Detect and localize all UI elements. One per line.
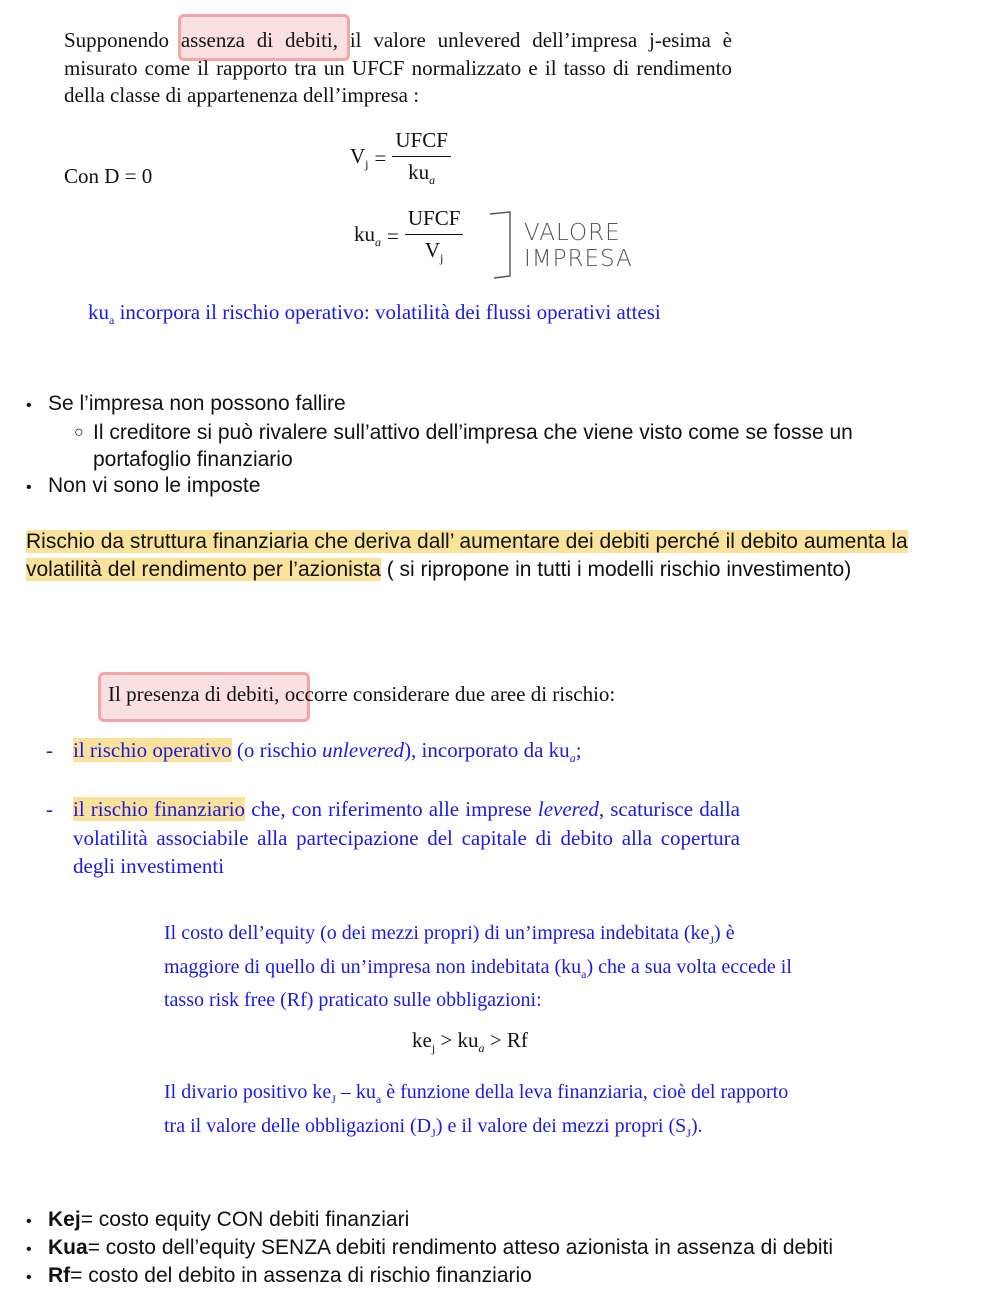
formula2-denominator: $V_j$: [424, 238, 444, 266]
handwritten-line-1: VALORE: [524, 220, 621, 246]
formula-vj: [350, 128, 451, 188]
inequality-formula: $ke_j > ku_a > Rf$: [412, 1028, 528, 1056]
formula1-fraction: [392, 128, 451, 188]
definition-kua: • Kua= costo dell’equity SENZA debiti rendimento atteso azionista in assenza di debiti: [26, 1236, 834, 1259]
intro-paragraph: [64, 27, 732, 110]
bullet: •: [26, 397, 32, 414]
equity-paragraph: Il costo dell’equity (o dei mezzi propri) di un’impresa indebitata $(ke_J)$ è maggiore di quello di un’impresa non indebitata $(ku_a)$ che a sua volta eccede il tasso risk free (Rf) praticato sulle obbligazioni:: [164, 922, 792, 1011]
risk-list-item-2: - il rischio finanziario che, con riferimento alle imprese levered, scaturisce dalla volatilità associabile alla partecipazione del capitale di debito alla copertura degli investimenti: [46, 797, 741, 878]
handwritten-line-2: IMPRESA: [524, 246, 633, 272]
formula2-lhs: $ku_a$: [354, 222, 381, 250]
assumption-item-2: • Non vi sono le imposte: [26, 474, 261, 497]
con-d-label: Con D = 0: [64, 164, 153, 188]
risk-rest: ( si ripropone in tutti i modelli rischio investimento): [380, 558, 852, 581]
bullet: •: [26, 1241, 32, 1258]
definition-kej: • Kej= costo equity CON debiti finanziari: [26, 1208, 410, 1231]
bullet: •: [26, 1213, 32, 1230]
divario-paragraph: Il divario positivo $ke_J - ku_a$ è funzione della leva finanziaria, cioè del rapporto tra il valore delle obbligazioni $(D_J)$ e il valore dei mezzi propri $(S_J)$.: [164, 1081, 789, 1140]
formula1-eq: =: [374, 145, 387, 170]
handwritten-bracket: [486, 208, 516, 282]
bullet: •: [26, 479, 32, 496]
risk-paragraph: [26, 528, 946, 584]
risk-list-item-1: - il rischio operativo (o rischio unlevered), incorporato da $ku_a$;: [46, 738, 582, 766]
presenza-line: Il presenza di debiti, occorre considerare due aree di rischio:: [108, 682, 616, 706]
formula2-eq: =: [387, 223, 399, 248]
risk-highlight: Rischio da struttura finanziaria che deriva dall’ aumentare dei debiti perché il debito aumenta la volatilità del rendimento per l’azionista: [26, 530, 908, 581]
assumption-item-1: • Se l’impresa non possono fallire: [26, 392, 346, 415]
definition-rf: • Rf= costo del debito in assenza di rischio finanziario: [26, 1264, 532, 1287]
formula1-denominator: $ku_a$: [408, 160, 436, 188]
sub-bullet: ○: [74, 424, 84, 441]
intro-highlight: assenza di debiti: [180, 28, 333, 52]
formula1-lhs: $V_j$: [350, 144, 369, 172]
assumption-subitem-1: ○ Il creditore si può rivalere sull’attivo dell’impresa che viene visto come se fosse un portafoglio finanziario: [74, 421, 853, 471]
handwritten-note: [524, 220, 633, 272]
formula1-numerator: UFCF: [392, 128, 451, 157]
intro-after: , il valore unlevered dell’impresa j-esima è misurato come il rapporto tra un UFCF normalizzato e il tasso di rendimento della classe di appartenenza dell’impresa :: [64, 28, 732, 107]
formula2-numerator: UFCF: [405, 206, 464, 235]
kua-note: $ku_a$ incorpora il rischio operativo: volatilità dei flussi operativi attesi: [88, 300, 661, 328]
formula-kua: [354, 206, 463, 266]
bullet: •: [26, 1269, 32, 1286]
formula2-fraction: [405, 206, 464, 266]
intro-before: Supponendo: [64, 28, 181, 52]
